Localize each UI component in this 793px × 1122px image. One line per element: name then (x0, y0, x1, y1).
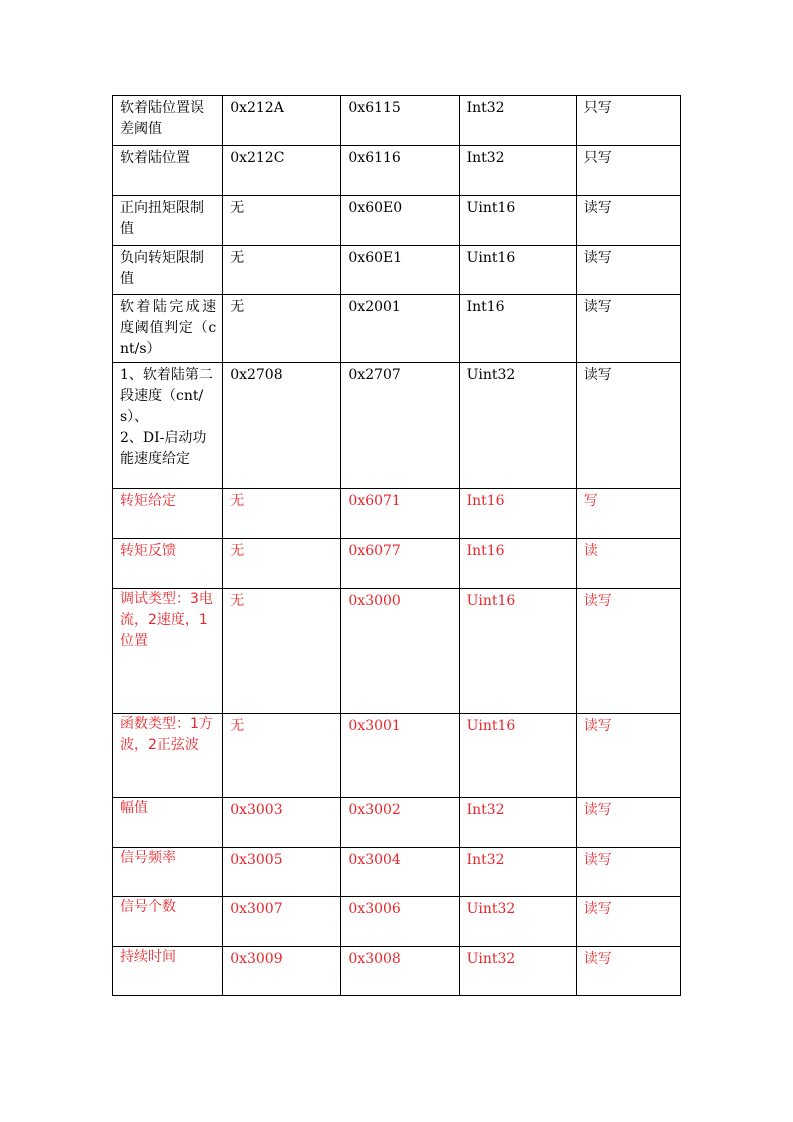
table-row (113, 96, 681, 146)
table-row (113, 539, 681, 589)
param-index: 无 (223, 714, 341, 798)
param-type: Uint16 (459, 246, 576, 295)
table-row (113, 363, 681, 489)
param-access: 读写 (576, 363, 680, 489)
table-row (113, 947, 681, 996)
param-pdo: 0x6071 (341, 489, 459, 539)
param-index: 无 (223, 295, 341, 363)
table-row (113, 798, 681, 848)
param-access: 只写 (576, 146, 680, 196)
param-name: 幅值 (113, 798, 223, 848)
param-name (113, 363, 223, 489)
param-pdo: 0x3006 (341, 897, 459, 947)
table-row (113, 196, 681, 246)
param-index: 0x3009 (223, 947, 341, 996)
param-name: 函数类型：1方波，2正弦波 (113, 714, 223, 798)
table-row (113, 246, 681, 295)
param-index: 0x3003 (223, 798, 341, 848)
param-name: 负向转矩限制值 (113, 246, 223, 295)
param-index: 0x2708 (223, 363, 341, 489)
param-type: Int16 (459, 539, 576, 589)
param-type: Int32 (459, 848, 576, 897)
param-name-item: 1、软着陆第二段速度（cnt/s）、 (120, 367, 213, 425)
parameter-table (112, 95, 681, 996)
param-pdo: 0x6116 (341, 146, 459, 196)
param-index: 0x3005 (223, 848, 341, 897)
param-access: 读写 (576, 196, 680, 246)
param-access: 读写 (576, 714, 680, 798)
param-name: 正向扭矩限制值 (113, 196, 223, 246)
param-name: 信号个数 (113, 897, 223, 947)
param-pdo: 0x60E1 (341, 246, 459, 295)
table-row (113, 897, 681, 947)
param-access: 读写 (576, 798, 680, 848)
param-type: Int16 (459, 489, 576, 539)
param-name: 软着陆完成速度阈值判定（cnt/s） (113, 295, 223, 363)
param-type: Uint16 (459, 589, 576, 714)
param-access: 写 (576, 489, 680, 539)
param-index: 0x212C (223, 146, 341, 196)
param-access: 读写 (576, 246, 680, 295)
table-row (113, 146, 681, 196)
param-access: 读写 (576, 947, 680, 996)
param-index: 无 (223, 246, 341, 295)
param-pdo: 0x3004 (341, 848, 459, 897)
param-type: Uint32 (459, 897, 576, 947)
param-name: 持续时间 (113, 947, 223, 996)
param-pdo: 0x60E0 (341, 196, 459, 246)
param-pdo: 0x3008 (341, 947, 459, 996)
param-pdo: 0x2707 (341, 363, 459, 489)
param-pdo: 0x3001 (341, 714, 459, 798)
table-row (113, 589, 681, 714)
param-index: 0x212A (223, 96, 341, 146)
param-type: Int32 (459, 798, 576, 848)
param-index: 无 (223, 589, 341, 714)
param-index: 无 (223, 539, 341, 589)
param-name: 软着陆位置 (113, 146, 223, 196)
param-index: 0x3007 (223, 897, 341, 947)
param-name: 信号频率 (113, 848, 223, 897)
param-access: 读写 (576, 589, 680, 714)
param-name: 转矩反馈 (113, 539, 223, 589)
param-access: 读 (576, 539, 680, 589)
param-name: 软着陆位置误差阈值 (113, 96, 223, 146)
param-pdo: 0x6077 (341, 539, 459, 589)
param-pdo: 0x6115 (341, 96, 459, 146)
param-type: Int32 (459, 96, 576, 146)
param-index: 无 (223, 196, 341, 246)
param-pdo: 0x2001 (341, 295, 459, 363)
param-pdo: 0x3002 (341, 798, 459, 848)
table-row (113, 848, 681, 897)
table-row (113, 489, 681, 539)
table-row (113, 714, 681, 798)
table-row (113, 295, 681, 363)
param-index: 无 (223, 489, 341, 539)
param-name: 转矩给定 (113, 489, 223, 539)
param-type: Uint32 (459, 363, 576, 489)
param-access: 读写 (576, 295, 680, 363)
param-access: 只写 (576, 96, 680, 146)
param-type: Uint16 (459, 714, 576, 798)
param-name-item: 2、DI-启动功能速度给定 (120, 430, 207, 467)
param-type: Uint16 (459, 196, 576, 246)
param-type: Int16 (459, 295, 576, 363)
param-type: Int32 (459, 146, 576, 196)
param-name: 调试类型：3电流，2速度，1位置 (113, 589, 223, 714)
param-access: 读写 (576, 897, 680, 947)
param-type: Uint32 (459, 947, 576, 996)
param-access: 读写 (576, 848, 680, 897)
param-pdo: 0x3000 (341, 589, 459, 714)
